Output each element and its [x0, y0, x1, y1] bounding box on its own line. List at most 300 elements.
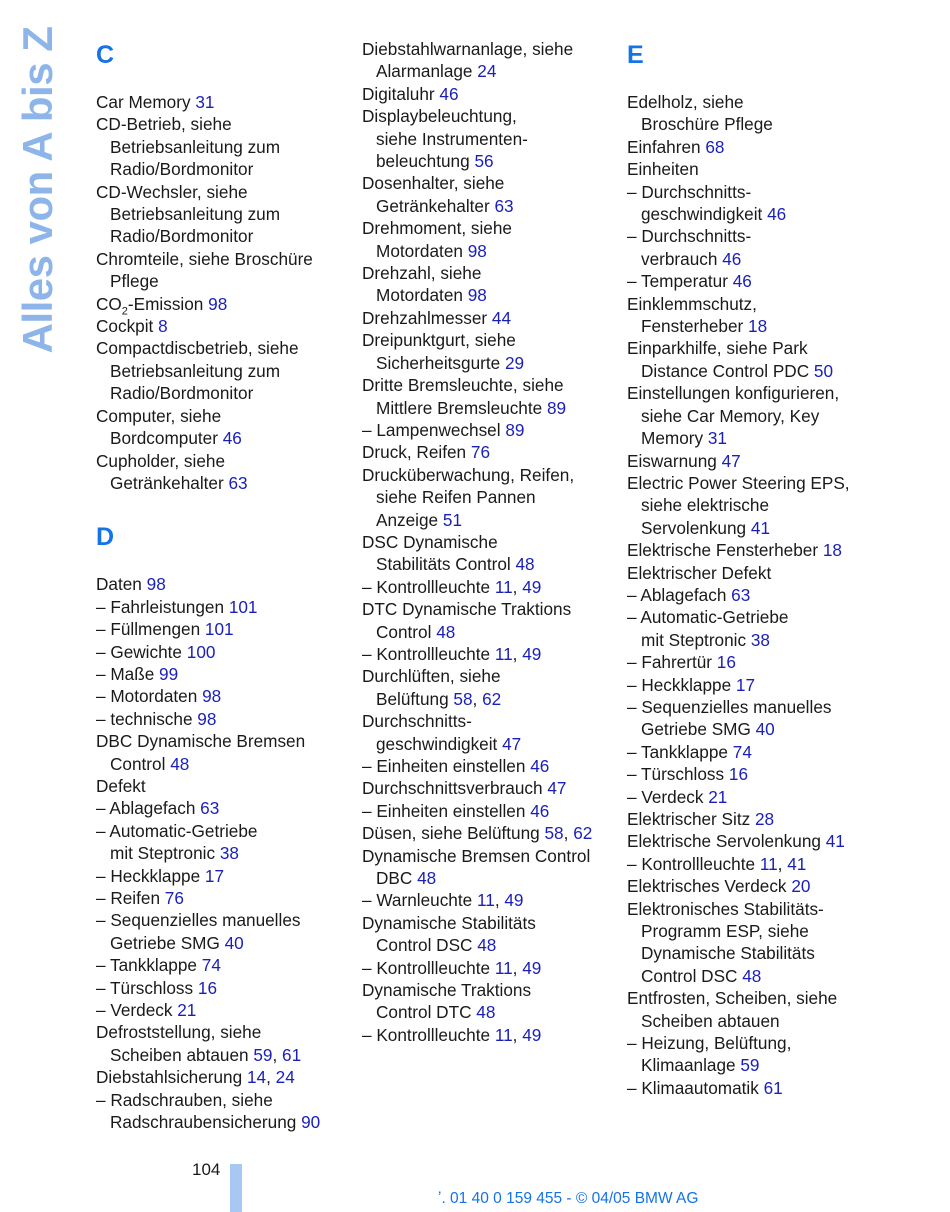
entry-text: – Reifen — [96, 888, 165, 908]
page-ref-link[interactable]: 63 — [228, 472, 248, 493]
index-entry — [362, 755, 617, 777]
entry-text: – Ablagefach — [627, 584, 732, 605]
index-entry — [627, 382, 877, 404]
page-ref-link[interactable]: 48 — [436, 621, 456, 642]
page-ref-link[interactable]: 49 — [522, 576, 542, 597]
entry-text: Edelholz, siehe — [627, 92, 744, 112]
entry-text: – Heizung, Belüftung, — [627, 1033, 792, 1054]
page-ref-link[interactable]: 18 — [748, 316, 768, 337]
index-entry — [627, 830, 877, 852]
page-ref-link[interactable]: 98 — [197, 708, 217, 729]
index-entry-continuation — [362, 733, 617, 755]
index-entry-continuation — [362, 60, 617, 82]
index-entry-continuation — [627, 942, 877, 964]
index-entry-continuation — [627, 629, 877, 651]
entry-text: – Ablagefach — [96, 798, 201, 819]
index-entry-continuation — [362, 486, 617, 508]
entry-text: Drehzahl, siehe — [362, 263, 482, 284]
page-ref-link[interactable]: 46 — [732, 271, 752, 292]
index-entry-continuation — [362, 688, 617, 710]
entry-text: Elektrischer Defekt — [627, 562, 772, 583]
index-entry — [627, 472, 877, 494]
index-entry — [362, 800, 617, 822]
entry-text: Displaybeleuchtung, — [362, 106, 517, 127]
page-ref-link[interactable]: 31 — [195, 92, 215, 112]
entry-text: CD-Wechsler, siehe — [96, 181, 248, 202]
entry-text: – Durchschnitts- — [627, 181, 752, 202]
entry-text: Control — [110, 753, 171, 774]
index-entry — [96, 1021, 346, 1043]
index-entry-continuation — [627, 718, 877, 740]
page-ref-link[interactable]: 11 — [494, 576, 513, 597]
index-entry-continuation — [96, 136, 346, 158]
index-entry — [627, 898, 877, 920]
index-entry-continuation — [627, 920, 877, 942]
entry-text: DBC Dynamische Bremsen — [96, 731, 306, 752]
page-ref-link[interactable]: 76 — [164, 888, 184, 908]
index-entry — [627, 606, 877, 628]
entry-text: Radschraubensicherung — [110, 1112, 302, 1133]
index-entry — [627, 181, 877, 203]
entry-text: Control — [376, 621, 437, 642]
index-entry — [627, 539, 877, 561]
entry-text: – Kontrollleuchte — [362, 643, 495, 664]
entry-text: Durchlüften, siehe — [362, 666, 501, 687]
entry-text: beleuchtung — [376, 151, 475, 172]
page-separator: , — [512, 1024, 523, 1045]
index-entry-continuation — [362, 1001, 617, 1023]
page-ref-link[interactable]: 58 — [544, 823, 564, 844]
page-ref-link[interactable]: 11 — [759, 853, 778, 874]
entry-text: – Durchschnitts- — [627, 226, 752, 247]
index-entry — [627, 158, 877, 180]
index-entry — [96, 954, 346, 976]
entry-text: Pflege — [110, 271, 159, 292]
entry-text: Digitaluhr — [362, 83, 440, 104]
page-ref-link[interactable]: 49 — [522, 957, 542, 978]
index-entry — [627, 808, 877, 830]
entry-text: Drehmoment, siehe — [362, 218, 512, 239]
index-entry — [96, 685, 346, 707]
index-entry — [362, 598, 617, 620]
page-ref-link[interactable]: 74 — [732, 741, 752, 762]
page-ref-link[interactable]: 90 — [301, 1112, 321, 1133]
index-entry — [627, 450, 877, 472]
page-ref-link[interactable]: 40 — [755, 719, 775, 740]
entry-text: Einstellungen konfigurieren, — [627, 383, 840, 404]
index-entry-continuation — [627, 315, 877, 337]
footer-text: ʼ. 01 40 0 159 455 - © 04/05 BMW AG — [438, 1190, 699, 1207]
index-entry — [96, 113, 346, 135]
page-ref-link[interactable]: 24 — [275, 1067, 295, 1088]
page-ref-link[interactable]: 28 — [754, 809, 775, 829]
page-ref-link[interactable]: 21 — [708, 786, 728, 807]
entry-text: – Einheiten einstellen — [362, 800, 531, 821]
index-entry-continuation — [96, 753, 346, 775]
index-entry — [362, 38, 617, 60]
index-column-3 — [627, 38, 877, 1099]
page-separator: , — [472, 688, 483, 709]
entry-text: Bordcomputer — [110, 428, 223, 449]
entry-text: Control DSC — [641, 965, 743, 986]
page-ref-link[interactable]: 46 — [439, 83, 459, 104]
page-ref-link[interactable]: 16 — [716, 652, 736, 673]
page-separator: , — [512, 576, 523, 597]
index-entry — [627, 853, 877, 875]
page-ref-link[interactable]: 99 — [159, 663, 179, 684]
page-ref-link[interactable]: 61 — [282, 1044, 302, 1065]
index-entry-continuation — [362, 621, 617, 643]
index-entry-continuation — [96, 225, 346, 247]
page-ref-link[interactable]: 11 — [476, 890, 495, 911]
index-entry — [96, 865, 346, 887]
page-ref-link[interactable]: 56 — [474, 151, 494, 172]
entry-text: Dynamische Stabilitäts — [641, 943, 815, 964]
entry-text: – Automatic-Getriebe — [627, 607, 789, 628]
index-entry — [96, 775, 346, 797]
entry-text: DBC — [376, 868, 418, 889]
page-ref-link[interactable]: 98 — [467, 285, 487, 306]
index-entry — [627, 1032, 877, 1054]
entry-text: Mittlere Bremsleuchte — [376, 397, 547, 418]
entry-text: Scheiben abtauen — [641, 1010, 780, 1031]
index-entry-continuation — [627, 1010, 877, 1032]
index-entry — [627, 696, 877, 718]
index-entry-continuation — [362, 195, 617, 217]
index-entry — [362, 822, 617, 844]
side-title — [14, 26, 61, 354]
page-separator: , — [266, 1067, 276, 1088]
entry-text: Diebstahlwarnanlage, siehe — [362, 39, 574, 59]
index-entry — [362, 1024, 617, 1046]
page-ref-link[interactable]: 17 — [204, 865, 225, 886]
index-entry — [627, 763, 877, 785]
index-entry — [96, 248, 346, 270]
index-entry — [627, 225, 877, 247]
index-entry-continuation — [627, 517, 877, 539]
page-ref-link[interactable]: 29 — [504, 352, 525, 373]
page-ref-link[interactable]: 11 — [494, 1024, 513, 1045]
page-ref-link[interactable]: 44 — [491, 307, 512, 328]
page-ref-link[interactable]: 11 — [494, 957, 513, 978]
entry-text: Betriebsanleitung zum — [110, 204, 281, 225]
page-ref-link[interactable]: 63 — [200, 798, 220, 819]
entry-text: Motordaten — [376, 285, 468, 306]
index-entry-continuation — [627, 360, 877, 382]
side-title-text: Alles von A bis Z — [14, 26, 61, 354]
page-ref-link[interactable]: 46 — [722, 248, 742, 269]
entry-text: Elektrisches Verdeck — [627, 876, 792, 897]
index-column-1 — [96, 38, 346, 1133]
page-ref-link[interactable]: 8 — [158, 316, 168, 337]
page-ref-link[interactable]: 18 — [822, 540, 842, 561]
entry-text: Cupholder, siehe — [96, 450, 225, 471]
entry-text: siehe Reifen Pannen — [376, 487, 536, 508]
entry-text: geschwindigkeit — [641, 204, 768, 225]
index-entry-continuation — [96, 270, 346, 292]
page-ref-link[interactable]: 63 — [494, 195, 514, 216]
section-gap — [96, 494, 346, 520]
entry-text: – Verdeck — [627, 786, 709, 807]
page-ref-link[interactable]: 98 — [208, 293, 228, 314]
page-ref-link[interactable]: 48 — [742, 965, 762, 986]
page-ref-link[interactable]: 59 — [740, 1055, 760, 1076]
index-entry — [96, 596, 346, 618]
page-ref-link[interactable]: 98 — [146, 574, 166, 595]
page-ref-link[interactable]: 46 — [530, 800, 550, 821]
entry-text: Stabilitäts Control — [376, 554, 516, 575]
index-entry-continuation — [362, 553, 617, 575]
page-ref-link[interactable]: 47 — [547, 778, 567, 799]
index-entry — [96, 887, 346, 909]
entry-text: Scheiben abtauen — [110, 1044, 254, 1065]
page-ref-link[interactable]: 48 — [477, 935, 497, 956]
index-entry-continuation — [362, 509, 617, 531]
entry-text: Dreipunktgurt, siehe — [362, 330, 516, 351]
index-entry — [627, 270, 877, 292]
page-ref-link[interactable]: 41 — [787, 853, 807, 874]
entry-text: Eiswarnung — [627, 450, 722, 471]
entry-text: – Einheiten einstellen — [362, 756, 531, 776]
entry-text: Elektrische Fensterheber — [627, 540, 823, 561]
entry-text: Radio/Bordmonitor — [110, 226, 254, 247]
page-ref-link[interactable]: 17 — [735, 674, 756, 695]
entry-text: Memory — [641, 428, 708, 449]
entry-text: – Fahrleistungen — [96, 596, 229, 617]
page-ref-link[interactable]: 31 — [707, 428, 727, 449]
index-entry-continuation — [627, 113, 877, 135]
page-ref-link[interactable]: 16 — [728, 764, 749, 785]
page-ref-link[interactable]: 40 — [224, 932, 244, 953]
index-entry — [96, 999, 346, 1021]
page-separator: , — [272, 1044, 283, 1065]
page-ref-link[interactable]: 24 — [477, 61, 497, 82]
entry-text: – Temperatur — [627, 271, 733, 292]
page-ref-link[interactable]: 14 — [246, 1067, 267, 1088]
index-entry-continuation — [96, 932, 346, 954]
page-ref-link[interactable]: 89 — [546, 397, 567, 418]
index-entry — [627, 562, 877, 584]
index-entry-continuation — [96, 203, 346, 225]
page-ref-link[interactable]: 62 — [482, 688, 502, 709]
page-ref-link[interactable]: 48 — [476, 1002, 496, 1023]
page-ref-link[interactable]: 46 — [530, 756, 550, 776]
index-entry — [362, 329, 617, 351]
entry-text: – Türschloss — [627, 764, 729, 785]
entry-text: Daten — [96, 574, 147, 595]
entry-text: Control DSC — [376, 935, 478, 956]
index-entry-continuation — [362, 867, 617, 889]
index-entry-continuation — [362, 397, 617, 419]
entry-text: Einparkhilfe, siehe Park — [627, 338, 808, 359]
entry-text: Durchschnittsverbrauch — [362, 778, 548, 799]
index-entry-continuation — [96, 427, 346, 449]
entry-text: Einheiten — [627, 159, 699, 180]
index-entry — [96, 1089, 346, 1111]
page-ref-link[interactable]: 16 — [197, 977, 218, 998]
entry-text: Betriebsanleitung zum — [110, 136, 281, 157]
entry-text: Sicherheitsgurte — [376, 352, 505, 373]
index-entry-continuation — [96, 1044, 346, 1066]
entry-text: siehe elektrische — [641, 495, 770, 516]
page-ref-link[interactable]: 68 — [705, 136, 725, 157]
entry-text: Motordaten — [376, 240, 468, 261]
index-entry — [627, 1077, 877, 1099]
entry-text: – Heckklappe — [627, 674, 736, 695]
index-entry — [362, 307, 617, 329]
entry-text: Druck, Reifen — [362, 442, 471, 463]
index-entry-continuation — [362, 284, 617, 306]
index-entry-continuation — [627, 248, 877, 270]
index-entry-continuation — [96, 1111, 346, 1133]
entry-text: Getriebe SMG — [641, 719, 756, 740]
page-ref-link[interactable]: 38 — [219, 843, 239, 864]
index-entry-continuation — [627, 494, 877, 516]
page-ref-link[interactable]: 48 — [170, 753, 190, 774]
index-entry — [362, 912, 617, 934]
page-ref-link[interactable]: 41 — [825, 831, 845, 852]
entry-text: Control DTC — [376, 1002, 477, 1023]
index-entry — [96, 573, 346, 595]
page-ref-link[interactable]: 48 — [417, 868, 437, 889]
index-entry — [362, 665, 617, 687]
co2-formula: $CO_2$ — [96, 293, 128, 318]
entry-text: Getriebe SMG — [110, 932, 225, 953]
page-ref-link[interactable]: 48 — [515, 554, 535, 575]
page-ref-link[interactable]: 49 — [504, 890, 524, 911]
index-entry — [362, 464, 617, 486]
index-entry — [627, 584, 877, 606]
entry-text: Dynamische Bremsen Control — [362, 845, 591, 866]
entry-text: Servolenkung — [641, 517, 751, 538]
entry-text: Einfahren — [627, 136, 706, 157]
index-entry — [96, 797, 346, 819]
entry-text: Elektronisches Stabilitäts- — [627, 898, 824, 919]
index-entry — [362, 441, 617, 463]
entry-text: – Kontrollleuchte — [627, 853, 760, 874]
index-entry — [627, 293, 877, 315]
page-ref-link[interactable]: 41 — [750, 517, 771, 538]
index-entry-continuation — [627, 203, 877, 225]
entry-text: – Sequenzielles manuelles — [627, 696, 832, 717]
page-ref-link[interactable]: 59 — [253, 1044, 273, 1065]
entry-text: – Kontrollleuchte — [362, 576, 495, 597]
page-ref-link[interactable]: 50 — [813, 360, 834, 381]
page-ref-link[interactable]: 51 — [442, 509, 463, 530]
index-entry — [96, 708, 346, 730]
entry-text: – Motordaten — [96, 686, 203, 707]
entry-text: Broschüre Pflege — [641, 114, 773, 135]
index-entry — [362, 172, 617, 194]
index-entry-continuation — [96, 360, 346, 382]
page-ref-link[interactable]: 46 — [222, 428, 242, 449]
index-entry — [96, 820, 346, 842]
page-ref-link[interactable]: 20 — [791, 876, 811, 897]
page-ref-link[interactable]: 63 — [731, 584, 751, 605]
page-ref-link[interactable]: 100 — [186, 641, 216, 662]
index-entry-continuation — [96, 382, 346, 404]
entry-text: – Klimaautomatik — [627, 1077, 764, 1098]
entry-text: – Fahrertür — [627, 652, 717, 673]
index-entry — [96, 450, 346, 472]
page-ref-link[interactable]: 98 — [467, 240, 487, 261]
entry-text: Drucküberwachung, Reifen, — [362, 464, 575, 485]
index-entry — [96, 405, 346, 427]
index-entry — [362, 777, 617, 799]
section-letter: D — [96, 523, 115, 552]
index-entry — [362, 374, 617, 396]
page-ref-link[interactable]: 76 — [470, 442, 491, 463]
entry-text: Compactdiscbetrieb, siehe — [96, 338, 299, 359]
index-entry — [627, 91, 877, 113]
section-letter: C — [96, 41, 115, 69]
index-entry — [96, 337, 346, 359]
index-entry — [362, 105, 617, 127]
entry-text: Diebstahlsicherung — [96, 1067, 247, 1088]
page-ref-link[interactable]: 62 — [573, 823, 593, 844]
entry-text: Klimaanlage — [641, 1055, 741, 1076]
entry-text: – Kontrollleuchte — [362, 1024, 495, 1045]
entry-text: – Gewichte — [96, 641, 187, 662]
entry-text: Computer, siehe — [96, 405, 222, 426]
index-entry — [362, 710, 617, 732]
entry-text: Düsen, siehe Belüftung — [362, 823, 545, 844]
entry-text: – Tankklappe — [627, 741, 733, 762]
index-entry — [362, 845, 617, 867]
section-letter: E — [627, 41, 644, 69]
page-ref-link[interactable]: 49 — [522, 1024, 542, 1045]
entry-text: Car Memory — [96, 92, 196, 112]
index-entry — [627, 741, 877, 763]
page-ref-link[interactable]: 101 — [228, 596, 258, 617]
page-ref-link[interactable]: 58 — [453, 688, 473, 709]
page-ref-link[interactable]: 89 — [505, 419, 525, 440]
index-entry — [627, 674, 877, 696]
entry-text: Defekt — [96, 775, 146, 796]
index-entry-continuation — [362, 352, 617, 374]
index-entry-continuation — [362, 150, 617, 172]
entry-text: geschwindigkeit — [376, 733, 503, 754]
page-ref-link[interactable]: 11 — [494, 643, 513, 664]
page-separator: , — [512, 643, 523, 664]
index-entry — [96, 91, 346, 113]
entry-text: – Automatic-Getriebe — [96, 820, 258, 841]
index-entry — [96, 663, 346, 685]
page-ref-link[interactable]: 47 — [502, 733, 522, 754]
entry-text: Entfrosten, Scheiben, siehe — [627, 988, 838, 1009]
page-ref-link[interactable]: 46 — [767, 204, 787, 225]
page-ref-link[interactable]: 101 — [204, 619, 234, 640]
page-separator: , — [777, 853, 788, 874]
page-ref-link[interactable]: 74 — [201, 955, 221, 976]
index-entry — [627, 136, 877, 158]
entry-text: Dynamische Traktions — [362, 980, 532, 1001]
index-entry — [362, 531, 617, 553]
page-ref-link[interactable]: 98 — [202, 686, 222, 707]
page-ref-link[interactable]: 47 — [721, 450, 741, 471]
index-entry — [627, 987, 877, 1009]
entry-text: siehe Instrumenten- — [376, 128, 528, 149]
entry-text: Radio/Bordmonitor — [110, 383, 254, 404]
page-ref-link[interactable]: 38 — [750, 629, 770, 650]
entry-text: -Emission — [127, 293, 209, 314]
page-ref-link[interactable]: 49 — [522, 643, 542, 664]
page-ref-link[interactable]: 61 — [763, 1077, 783, 1098]
page-ref-link[interactable]: 21 — [177, 1000, 197, 1021]
entry-text: siehe Car Memory, Key — [641, 405, 820, 426]
index-entry — [96, 293, 346, 318]
entry-text: Belüftung — [376, 688, 454, 709]
